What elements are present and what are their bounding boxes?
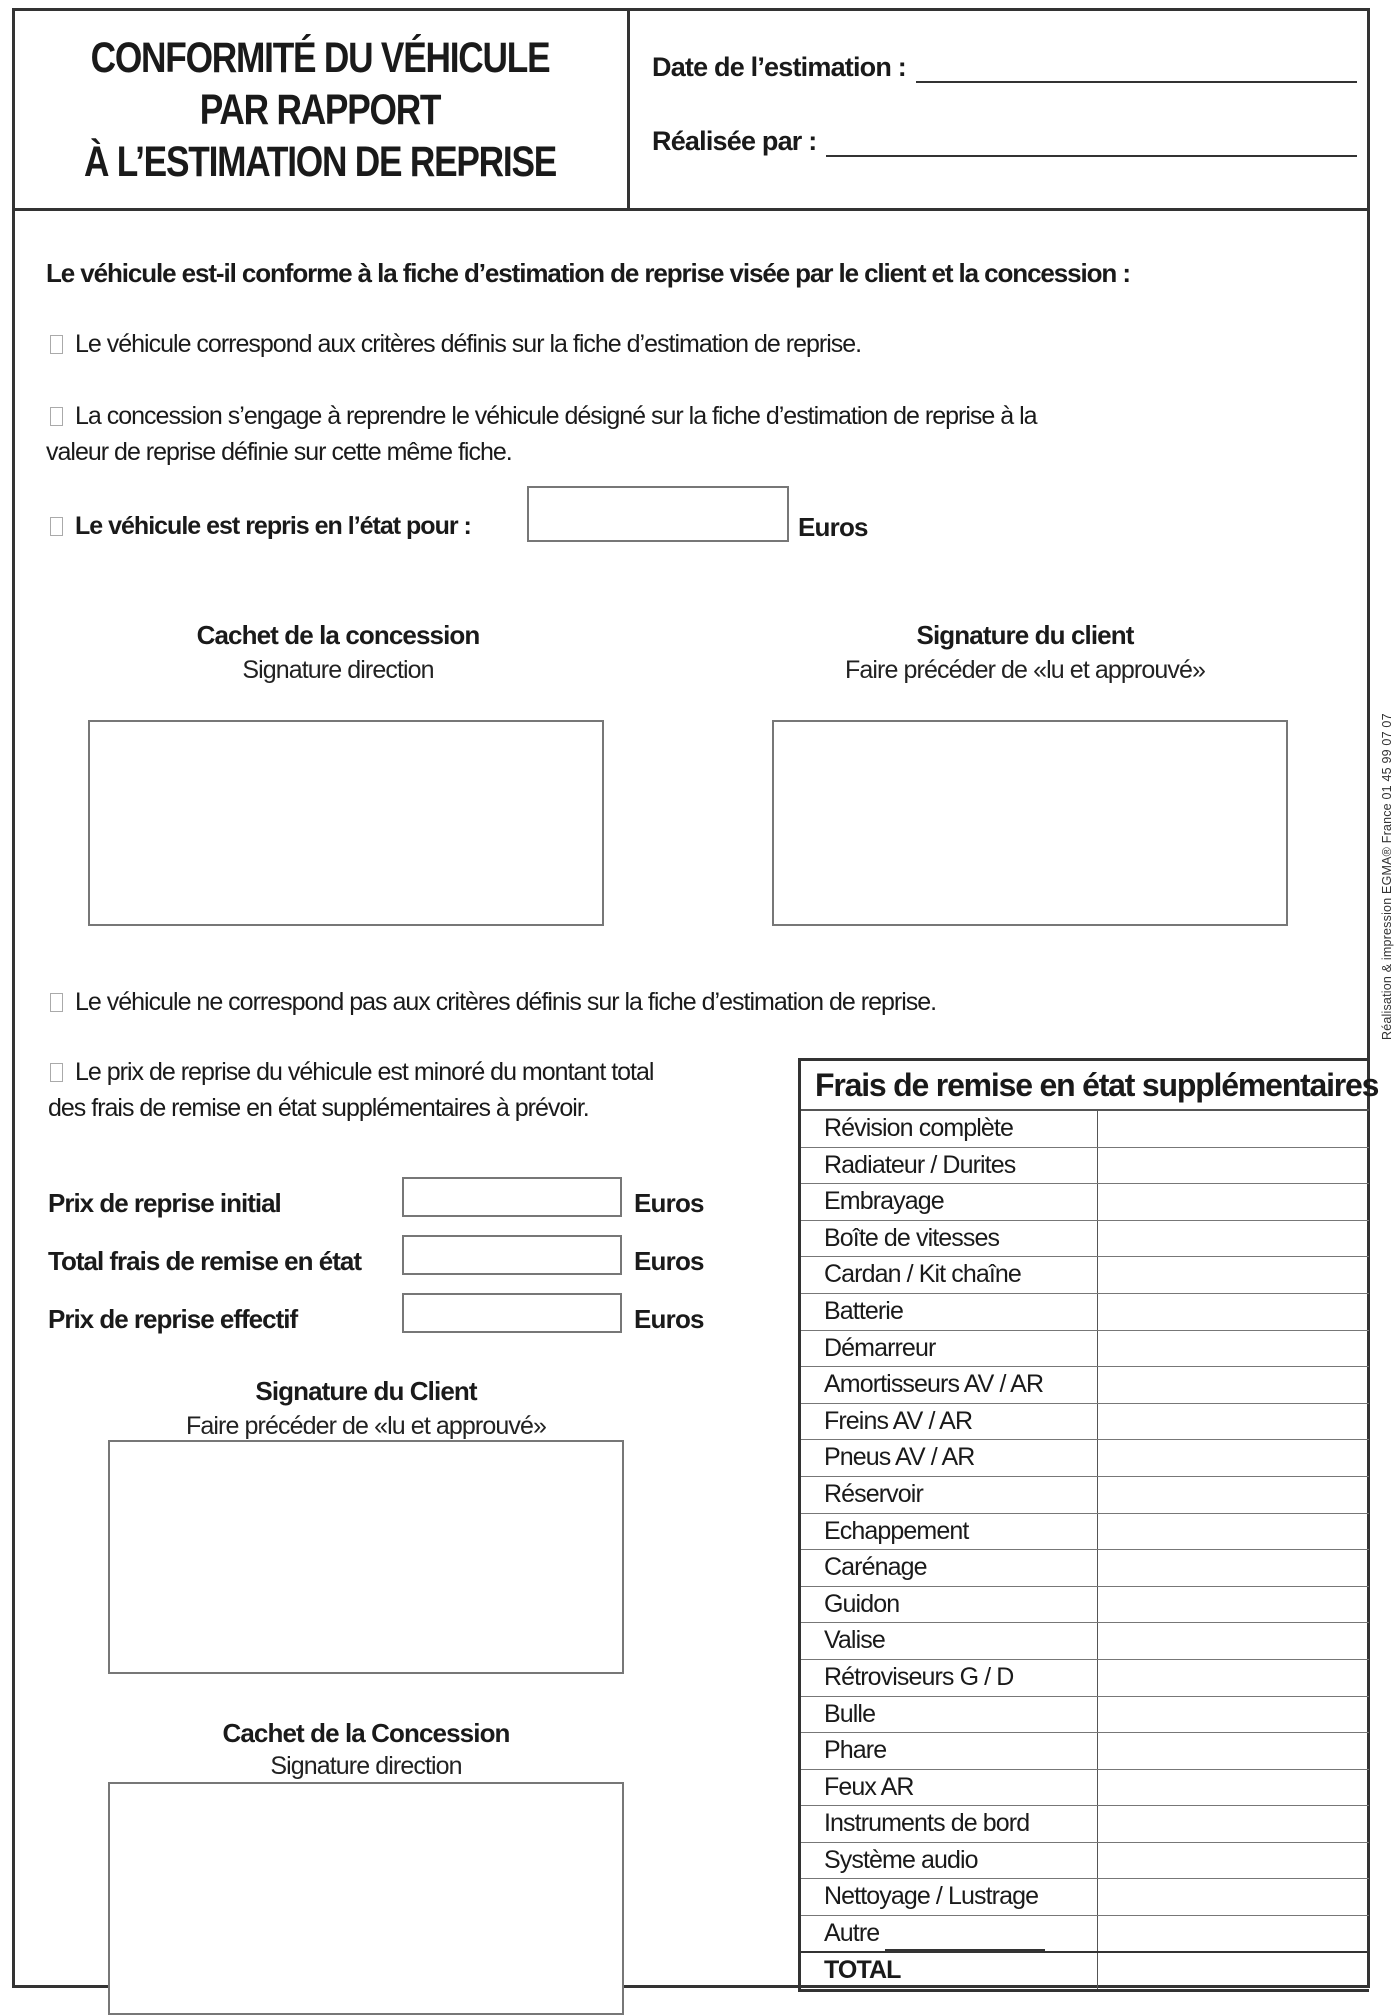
fee-amount-input[interactable] [1098, 1404, 1369, 1440]
option-commitment[interactable]: La concession s’engage à reprendre le véhicule désigné sur la fiche d’estimation de reprise à la [50, 402, 1037, 431]
option-reduced-price[interactable]: Le prix de reprise du véhicule est minoré du montant total [50, 1058, 653, 1087]
total-repair-input[interactable] [402, 1235, 622, 1275]
as-is-currency: Euros [798, 512, 868, 542]
fee-row: Bulle [801, 1697, 1369, 1734]
dealer-stamp-subtitle-bottom: Signature direction [270, 1752, 462, 1780]
fee-amount-input[interactable] [1098, 1623, 1369, 1659]
fee-row [801, 1916, 1369, 1953]
dealer-stamp-box[interactable] [88, 720, 604, 926]
fee-amount-input[interactable] [1098, 1477, 1369, 1513]
fee-amount-input[interactable] [1098, 1770, 1369, 1806]
fee-amount-input[interactable] [1098, 1660, 1369, 1696]
effective-price-currency: Euros [634, 1304, 704, 1334]
fee-amount-input[interactable] [1098, 1514, 1369, 1550]
repair-fees-table [798, 1058, 1379, 1992]
client-signature-title: Signature du client [916, 620, 1134, 650]
checkbox-icon[interactable] [50, 335, 63, 354]
estimation-date-field[interactable] [652, 52, 1357, 83]
fee-row: Nettoyage / Lustrage [801, 1879, 1369, 1916]
fee-row: Pneus AV / AR [801, 1440, 1369, 1477]
conformity-question: Le véhicule est-il conforme à la fiche d’estimation de reprise visée par le client et la concession : [46, 258, 1130, 288]
fee-amount-input[interactable] [1098, 1331, 1369, 1367]
fee-row: Valise [801, 1623, 1369, 1660]
client-signature-box[interactable] [772, 720, 1288, 926]
fee-row: Guidon [801, 1587, 1369, 1624]
client-signature-subtitle: Faire précéder de «lu et approuvé» [845, 656, 1205, 684]
fee-amount-input[interactable] [1098, 1221, 1369, 1257]
fee-total-input[interactable] [1098, 1953, 1369, 1990]
client-signature-subtitle-bottom: Faire précéder de «lu et approuvé» [186, 1412, 546, 1440]
fee-row: Cardan / Kit chaîne [801, 1257, 1369, 1294]
estimation-date-label: Date de l’estimation : [652, 52, 906, 82]
fee-amount-input[interactable] [1098, 1294, 1369, 1330]
fee-amount-input[interactable] [1098, 1843, 1369, 1879]
header-vertical-divider [627, 8, 630, 210]
fee-row: Boîte de vitesses [801, 1221, 1369, 1258]
dealer-stamp-box-bottom[interactable] [108, 1782, 624, 2015]
as-is-amount-input[interactable] [527, 486, 789, 542]
fee-amount-input[interactable] [1098, 1148, 1369, 1184]
checkbox-icon[interactable] [50, 407, 63, 426]
fee-amount-input[interactable] [1098, 1111, 1369, 1147]
option-reduced-price-continued: des frais de remise en état supplémentaires à prévoir. [48, 1094, 589, 1122]
client-signature-box-bottom[interactable] [108, 1440, 624, 1674]
fee-row: Rétroviseurs G / D [801, 1660, 1369, 1697]
fee-amount-input[interactable] [1098, 1587, 1369, 1623]
checkbox-icon[interactable] [50, 1063, 63, 1082]
fee-row: Feux AR [801, 1770, 1369, 1807]
fee-total-row: TOTAL [801, 1953, 1369, 1990]
dealer-stamp-title-bottom: Cachet de la Concession [222, 1718, 510, 1748]
fee-row: Révision complète [801, 1111, 1369, 1148]
fee-amount-input[interactable] [1098, 1184, 1369, 1220]
initial-price-label: Prix de reprise initial [48, 1188, 281, 1218]
dealer-stamp-subtitle: Signature direction [242, 656, 434, 684]
fee-row: Carénage [801, 1550, 1369, 1587]
option-commitment-continued: valeur de reprise définie sur cette même fiche. [46, 438, 512, 466]
total-repair-label: Total frais de remise en état [48, 1246, 361, 1276]
fee-row: Démarreur [801, 1331, 1369, 1368]
fee-amount-input[interactable] [1098, 1879, 1369, 1915]
fee-amount-input[interactable] [1098, 1806, 1369, 1842]
initial-price-input[interactable] [402, 1177, 622, 1217]
estimation-date-input[interactable] [916, 57, 1357, 83]
fee-row: Système audio [801, 1843, 1369, 1880]
checkbox-icon[interactable] [50, 517, 63, 536]
fee-amount-input[interactable] [1098, 1697, 1369, 1733]
fee-row: Batterie [801, 1294, 1369, 1331]
fee-amount-input[interactable] [1098, 1733, 1369, 1769]
header-divider [12, 208, 1370, 211]
checkbox-icon[interactable] [50, 993, 63, 1012]
repair-fees-title: Frais de remise en état supplémentaires [801, 1061, 1369, 1111]
fee-amount-input[interactable] [1098, 1257, 1369, 1293]
fee-amount-input[interactable] [1098, 1440, 1369, 1476]
fee-row: Radiateur / Durites [801, 1148, 1369, 1185]
performed-by-label: Réalisée par : [652, 126, 817, 156]
option-corresponds[interactable]: Le véhicule correspond aux critères définis sur la fiche d’estimation de reprise. [50, 330, 861, 359]
client-signature-title-bottom: Signature du Client [255, 1376, 477, 1406]
fee-row: Instruments de bord [801, 1806, 1369, 1843]
form-title: CONFORMITÉ DU VÉHICULE PAR RAPPORT À L’ESTIMATION DE REPRISE [83, 34, 557, 186]
fee-row: Phare [801, 1733, 1369, 1770]
other-description-input[interactable] [885, 1929, 1045, 1951]
effective-price-label: Prix de reprise effectif [48, 1304, 298, 1334]
fee-other-label[interactable]: Autre [801, 1916, 1098, 1951]
total-repair-currency: Euros [634, 1246, 704, 1276]
performed-by-field[interactable] [652, 126, 1357, 157]
effective-price-input[interactable] [402, 1293, 622, 1333]
fee-amount-input[interactable] [1098, 1916, 1369, 1951]
initial-price-currency: Euros [634, 1188, 704, 1218]
dealer-stamp-title: Cachet de la concession [196, 620, 480, 650]
fee-row: Embrayage [801, 1184, 1369, 1221]
fee-row: Réservoir [801, 1477, 1369, 1514]
fee-row: Echappement [801, 1514, 1369, 1551]
performed-by-input[interactable] [826, 131, 1357, 157]
option-as-is[interactable]: Le véhicule est repris en l’état pour : [50, 512, 471, 541]
fee-row: Freins AV / AR [801, 1404, 1369, 1441]
printer-credit: Réalisation & impression EGMA® France 01 45 99 07 07 [1380, 713, 1394, 1040]
option-not-corresponds[interactable]: Le véhicule ne correspond pas aux critères définis sur la fiche d’estimation de reprise. [50, 988, 936, 1017]
fee-row: Amortisseurs AV / AR [801, 1367, 1369, 1404]
fee-amount-input[interactable] [1098, 1550, 1369, 1586]
fee-amount-input[interactable] [1098, 1367, 1369, 1403]
